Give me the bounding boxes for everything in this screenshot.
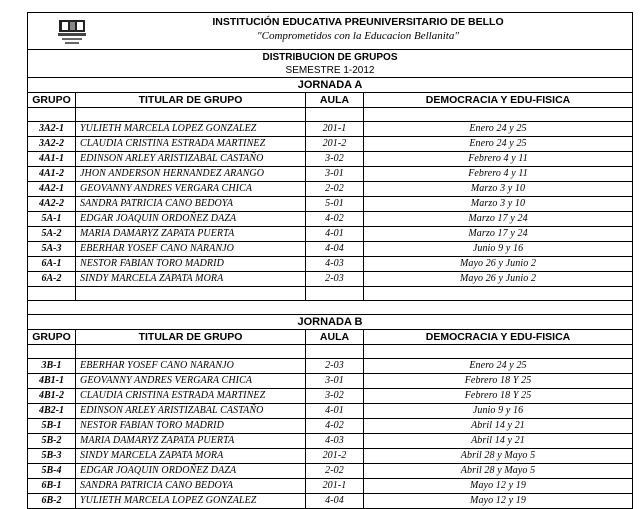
classroom: 3-01 bbox=[306, 167, 364, 181]
table-row bbox=[28, 374, 632, 389]
democracy-pe-dates: Mayo 12 y 19 bbox=[470, 495, 526, 506]
group-code: 6A-1 bbox=[28, 257, 76, 271]
group-teacher: MARIA DAMARYZ ZAPATA PUERTA bbox=[76, 434, 306, 448]
group-code: 5B-4 bbox=[28, 464, 76, 478]
group-code: 4A2-2 bbox=[28, 197, 76, 211]
group-code: 4B2-1 bbox=[28, 404, 76, 418]
democracy-pe-dates: Marzo 3 y 10 bbox=[470, 198, 526, 209]
classroom: 2-02 bbox=[306, 182, 364, 196]
group-code: 5B-1 bbox=[28, 419, 76, 433]
column-header-aula: AULA bbox=[306, 330, 364, 344]
column-header-titular: TITULAR DE GRUPO bbox=[76, 93, 306, 107]
group-code: 3A2-2 bbox=[28, 137, 76, 151]
classroom: 201-1 bbox=[306, 122, 364, 136]
spacer-row bbox=[28, 108, 632, 122]
democracy-pe-dates: Febrero 4 y 11 bbox=[468, 168, 528, 179]
table-row bbox=[28, 272, 632, 287]
jornada-b-title-row bbox=[28, 315, 632, 330]
group-teacher: YULIETH MARCELA LOPEZ GONZALEZ bbox=[76, 494, 306, 508]
institution-name: INSTITUCIÓN EDUCATIVA PREUNIVERSITARIO DE BELLO bbox=[212, 16, 504, 28]
group-teacher: SINDY MARCELA ZAPATA MORA bbox=[76, 449, 306, 463]
democracy-pe-dates: Abril 28 y Mayo 5 bbox=[460, 450, 536, 461]
spacer-row bbox=[28, 301, 632, 315]
semester-label: SEMESTRE 1-2012 bbox=[285, 65, 375, 76]
distribution-title: DISTRIBUCION DE GRUPOS bbox=[262, 52, 398, 63]
democracy-pe-dates: Febrero 18 Y 25 bbox=[464, 390, 532, 401]
jornada-a-column-headers bbox=[28, 93, 632, 108]
classroom: 2-02 bbox=[306, 464, 364, 478]
table-row bbox=[28, 122, 632, 137]
democracy-pe-dates: Marzo 17 y 24 bbox=[468, 213, 528, 224]
group-code: 6A-2 bbox=[28, 272, 76, 286]
group-teacher: GEOVANNY ANDRES VERGARA CHICA bbox=[76, 374, 306, 388]
group-teacher: EBERHAR YOSEF CANO NARANJO bbox=[76, 359, 306, 373]
group-teacher: SANDRA PATRICIA CANO BEDOYA bbox=[76, 197, 306, 211]
institution-header bbox=[28, 13, 632, 50]
table-row bbox=[28, 464, 632, 479]
democracy-pe-dates: Abril 14 y 21 bbox=[471, 435, 525, 446]
table-row bbox=[28, 389, 632, 404]
group-code: 3A2-1 bbox=[28, 122, 76, 136]
group-teacher: YULIETH MARCELA LOPEZ GONZALEZ bbox=[76, 122, 306, 136]
democracy-pe-dates: Febrero 18 Y 25 bbox=[464, 375, 532, 386]
group-teacher: EDINSON ARLEY ARISTIZABAL CASTAÑO bbox=[76, 404, 306, 418]
column-header-aula: AULA bbox=[306, 93, 364, 107]
classroom: 4-04 bbox=[306, 242, 364, 256]
jornada-b-rows bbox=[28, 359, 632, 508]
column-header-titular: TITULAR DE GRUPO bbox=[76, 330, 306, 344]
institution-motto: "Comprometidos con la Educacion Bellanita" bbox=[257, 30, 459, 42]
classroom: 4-01 bbox=[306, 404, 364, 418]
democracy-pe-dates: Mayo 26 y Junio 2 bbox=[459, 273, 537, 284]
democracy-pe-dates: Junio 9 y 16 bbox=[472, 243, 524, 254]
classroom: 5-01 bbox=[306, 197, 364, 211]
table-row bbox=[28, 494, 632, 508]
group-code: 5B-2 bbox=[28, 434, 76, 448]
group-teacher: EDGAR JOAQUIN ORDOÑEZ DAZA bbox=[76, 464, 306, 478]
classroom: 4-03 bbox=[306, 257, 364, 271]
table-row bbox=[28, 212, 632, 227]
democracy-pe-dates: Mayo 26 y Junio 2 bbox=[459, 258, 537, 269]
spacer-row bbox=[28, 345, 632, 359]
column-header-democracia: DEMOCRACIA Y EDU-FISICA bbox=[425, 94, 571, 106]
democracy-pe-dates: Enero 24 y 25 bbox=[469, 138, 527, 149]
column-header-grupo: GRUPO bbox=[28, 93, 76, 107]
group-teacher: SANDRA PATRICIA CANO BEDOYA bbox=[76, 479, 306, 493]
group-teacher: EDINSON ARLEY ARISTIZABAL CASTAÑO bbox=[76, 152, 306, 166]
group-code: 3B-1 bbox=[28, 359, 76, 373]
column-header-grupo: GRUPO bbox=[28, 330, 76, 344]
table-row bbox=[28, 137, 632, 152]
schedule-sheet bbox=[27, 12, 633, 509]
group-teacher: EDGAR JOAQUIN ORDOÑEZ DAZA bbox=[76, 212, 306, 226]
classroom: 4-02 bbox=[306, 419, 364, 433]
democracy-pe-dates: Febrero 4 y 11 bbox=[468, 153, 528, 164]
table-row bbox=[28, 434, 632, 449]
classroom: 4-03 bbox=[306, 434, 364, 448]
group-teacher: CLAUDIA CRISTINA ESTRADA MARTINEZ bbox=[76, 389, 306, 403]
democracy-pe-dates: Abril 14 y 21 bbox=[471, 420, 525, 431]
democracy-pe-dates: Enero 24 y 25 bbox=[469, 360, 527, 371]
classroom: 4-01 bbox=[306, 227, 364, 241]
group-teacher: CLAUDIA CRISTINA ESTRADA MARTINEZ bbox=[76, 137, 306, 151]
group-code: 4B1-1 bbox=[28, 374, 76, 388]
school-logo bbox=[56, 18, 88, 46]
table-row bbox=[28, 419, 632, 434]
table-row bbox=[28, 257, 632, 272]
classroom: 3-02 bbox=[306, 152, 364, 166]
group-teacher: SINDY MARCELA ZAPATA MORA bbox=[76, 272, 306, 286]
table-row bbox=[28, 227, 632, 242]
jornada-a-rows bbox=[28, 122, 632, 287]
table-row bbox=[28, 479, 632, 494]
table-row bbox=[28, 242, 632, 257]
table-row bbox=[28, 197, 632, 212]
group-code: 6B-1 bbox=[28, 479, 76, 493]
distribution-header bbox=[28, 50, 632, 78]
table-row bbox=[28, 449, 632, 464]
jornada-a-title: JORNADA A bbox=[297, 79, 363, 91]
group-code: 5A-1 bbox=[28, 212, 76, 226]
group-teacher: JHON ANDERSON HERNANDEZ ARANGO bbox=[76, 167, 306, 181]
spacer-row bbox=[28, 287, 632, 301]
column-header-democracia: DEMOCRACIA Y EDU-FISICA bbox=[425, 331, 571, 343]
democracy-pe-dates: Junio 9 y 16 bbox=[472, 405, 524, 416]
group-code: 4A1-1 bbox=[28, 152, 76, 166]
democracy-pe-dates: Enero 24 y 25 bbox=[469, 123, 527, 134]
classroom: 201-2 bbox=[306, 449, 364, 463]
jornada-b-column-headers bbox=[28, 330, 632, 345]
group-teacher: NESTOR FABIAN TORO MADRID bbox=[76, 257, 306, 271]
classroom: 3-01 bbox=[306, 374, 364, 388]
classroom: 4-04 bbox=[306, 494, 364, 508]
group-code: 5B-3 bbox=[28, 449, 76, 463]
table-row bbox=[28, 182, 632, 197]
group-teacher: EBERHAR YOSEF CANO NARANJO bbox=[76, 242, 306, 256]
classroom: 201-2 bbox=[306, 137, 364, 151]
classroom: 3-02 bbox=[306, 389, 364, 403]
democracy-pe-dates: Marzo 17 y 24 bbox=[468, 228, 528, 239]
jornada-a-title-row bbox=[28, 78, 632, 93]
democracy-pe-dates: Abril 28 y Mayo 5 bbox=[460, 465, 536, 476]
group-code: 6B-2 bbox=[28, 494, 76, 508]
classroom: 2-03 bbox=[306, 359, 364, 373]
group-code: 4A2-1 bbox=[28, 182, 76, 196]
group-code: 4A1-2 bbox=[28, 167, 76, 181]
group-teacher: MARIA DAMARYZ ZAPATA PUERTA bbox=[76, 227, 306, 241]
democracy-pe-dates: Mayo 12 y 19 bbox=[470, 480, 526, 491]
table-row bbox=[28, 359, 632, 374]
table-row bbox=[28, 167, 632, 182]
group-code: 5A-2 bbox=[28, 227, 76, 241]
table-row bbox=[28, 404, 632, 419]
democracy-pe-dates: Marzo 3 y 10 bbox=[470, 183, 526, 194]
group-teacher: NESTOR FABIAN TORO MADRID bbox=[76, 419, 306, 433]
classroom: 201-1 bbox=[306, 479, 364, 493]
group-teacher: GEOVANNY ANDRES VERGARA CHICA bbox=[76, 182, 306, 196]
classroom: 4-02 bbox=[306, 212, 364, 226]
table-row bbox=[28, 152, 632, 167]
group-code: 5A-3 bbox=[28, 242, 76, 256]
classroom: 2-03 bbox=[306, 272, 364, 286]
group-code: 4B1-2 bbox=[28, 389, 76, 403]
jornada-b-title: JORNADA B bbox=[297, 316, 363, 328]
